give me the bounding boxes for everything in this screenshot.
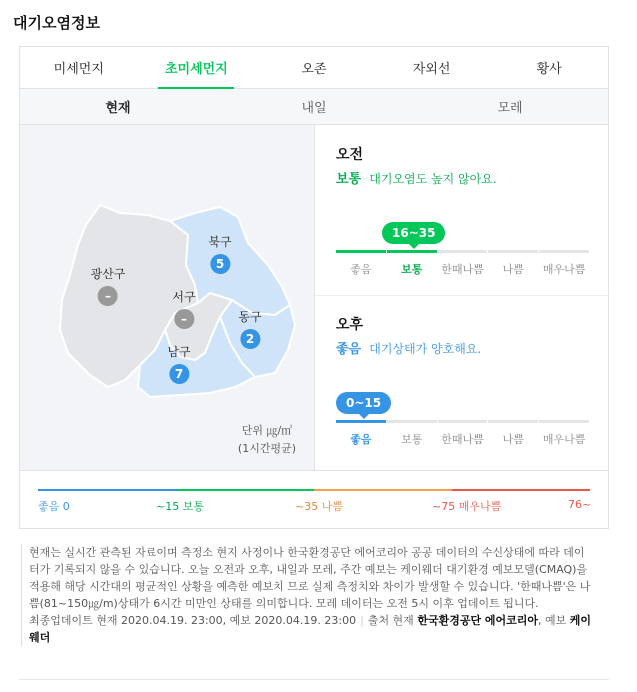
scale-sometimes-bad: 한때나쁨 xyxy=(438,420,488,447)
district-map xyxy=(20,125,314,470)
district-value-badge: – xyxy=(98,286,118,306)
pm-level: 좋음 xyxy=(336,342,362,357)
unit-label: 단위 ㎍/㎥ xyxy=(241,424,293,437)
level-legend xyxy=(20,470,608,528)
scale-good: 좋음 xyxy=(336,420,386,447)
source-label: 출처 현재 xyxy=(367,614,414,627)
tab-yellow-dust[interactable]: 황사 xyxy=(536,62,562,77)
pm-range-bubble: 0~15 xyxy=(336,392,391,414)
scale-normal: 보통 xyxy=(387,420,437,447)
scale-very-bad: 매우나쁨 xyxy=(539,250,589,277)
district-name: 서구 xyxy=(172,290,196,304)
legend-max-label: 76~ xyxy=(568,498,592,511)
scale-good: 좋음 xyxy=(336,250,386,277)
district-value-badge: – xyxy=(174,309,194,329)
tab-tomorrow[interactable]: 내일 xyxy=(301,101,327,116)
scale-very-bad: 매우나쁨 xyxy=(539,420,589,447)
district-name: 광산구 xyxy=(90,267,126,281)
am-description: 대기오염도 높지 않아요. xyxy=(369,172,497,186)
notes-meta xyxy=(29,612,595,646)
forecast-source-label: , 예보 xyxy=(538,614,567,627)
am-range-bubble: 16~35 xyxy=(382,222,445,244)
pollutant-tabs xyxy=(20,47,608,89)
am-scale xyxy=(336,250,589,277)
pm-scale xyxy=(336,420,589,447)
tab-day-after[interactable]: 모레 xyxy=(497,101,523,116)
scale-bad: 나쁨 xyxy=(488,420,538,447)
district-value-badge: 5 xyxy=(210,254,230,274)
gwangju-map-shape xyxy=(20,125,314,470)
forecast-panel xyxy=(314,125,608,470)
tab-ultrafine-dust[interactable]: 초미세먼지 xyxy=(138,47,256,88)
district-value-badge: 7 xyxy=(169,364,189,384)
am-status xyxy=(336,168,497,187)
district-name: 북구 xyxy=(208,235,232,249)
district-name: 동구 xyxy=(238,310,262,324)
am-label: 오전 xyxy=(336,147,364,163)
district-dong[interactable] xyxy=(238,308,261,349)
data-notes xyxy=(21,544,595,646)
day-tabs xyxy=(20,89,608,125)
source-airkorea-link[interactable]: 한국환경공단 에어코리아 xyxy=(417,614,539,627)
legend-bad-label: ~35 나쁨 xyxy=(295,500,343,513)
legend-normal-line xyxy=(178,489,314,491)
legend-very-bad-line xyxy=(452,489,590,491)
tab-fine-dust[interactable]: 미세먼지 xyxy=(53,62,104,77)
unit-note xyxy=(238,422,296,458)
district-name: 남구 xyxy=(167,345,191,359)
legend-bad-line xyxy=(314,489,452,491)
am-level: 보통 xyxy=(336,172,362,187)
pm-description: 대기상태가 양호해요. xyxy=(369,342,482,356)
tab-now[interactable]: 현재 xyxy=(105,101,131,116)
legend-good-line xyxy=(38,489,178,491)
forecast-divider xyxy=(315,295,609,296)
source-kweather-link[interactable]: 케이웨더 xyxy=(29,614,592,644)
bottom-divider xyxy=(19,679,609,680)
update-time: 최종업데이트 현재 2020.04.19. 23:00, 예보 2020.04.19. 23:00 xyxy=(29,614,357,627)
tab-uv[interactable]: 자외선 xyxy=(412,62,451,77)
page-title: 대기오염정보 xyxy=(13,14,100,32)
pm-label: 오후 xyxy=(336,317,364,333)
district-nam[interactable] xyxy=(167,343,190,384)
legend-very-bad-label: ~75 매우나쁨 xyxy=(432,500,502,513)
pm-status xyxy=(336,338,481,357)
legend-normal-label: ~15 보통 xyxy=(156,500,204,513)
scale-normal: 보통 xyxy=(387,250,437,277)
notes-body: 현재는 실시간 관측된 자료이며 측정소 현지 사정이나 한국환경공단 에어코리아 공공 데이터의 수신상태에 따라 데이터가 기록되지 않을 수 있습니다. 오늘 오전과 오후, 내일과 모레, 주간 예보는 케이웨더 대기환경 예보모델(CMAQ)을 적용해 해당 시간대의 평균적인 상황을 예측한 예보치 므로 실제 측정치와 차이가 발생할 수 있습니다. '한때나쁨'은 나쁨(81~150㎍/m)상태가 6시간 미만인 상태를 의미합니다. 모레 데이터는 오전 5시 이후 업데이트 됩니다. xyxy=(29,546,591,610)
district-gwangsan[interactable] xyxy=(91,265,126,306)
scale-bad: 나쁨 xyxy=(488,250,538,277)
meta-separator: | xyxy=(360,614,364,627)
district-value-badge: 2 xyxy=(240,329,260,349)
scale-sometimes-bad: 한때나쁨 xyxy=(438,250,488,277)
district-seo[interactable] xyxy=(172,288,195,329)
district-buk[interactable] xyxy=(208,233,231,274)
legend-good-label: 좋음 0 xyxy=(38,500,70,513)
air-quality-panel xyxy=(19,46,609,529)
tab-ozone[interactable]: 오존 xyxy=(301,62,327,77)
unit-average-label: (1시간평균) xyxy=(237,442,296,455)
